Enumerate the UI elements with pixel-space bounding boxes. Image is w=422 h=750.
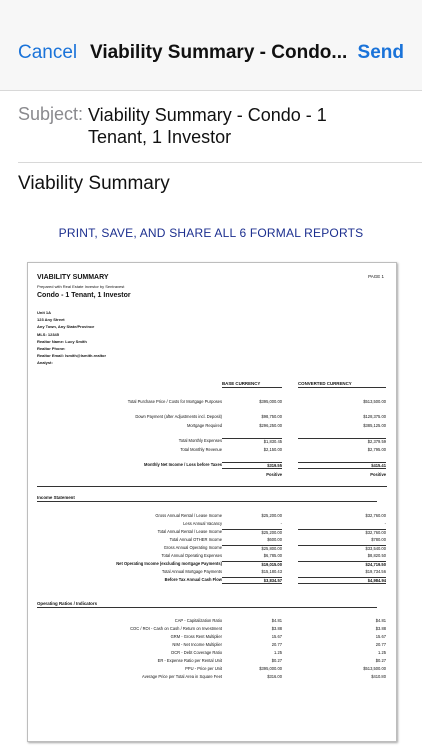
base-value: $600.00 [267, 537, 282, 542]
cancel-button[interactable]: Cancel [18, 42, 78, 63]
operating-ratios-heading: Operating Ratios / Indicators [37, 601, 377, 608]
converted-value: - [384, 521, 386, 526]
row-label: Monthly Net Income / Loss before Taxes [144, 462, 222, 467]
base-value: 15.67 [271, 634, 282, 639]
table-row [28, 561, 396, 568]
promo-text: PRINT, SAVE, AND SHARE ALL 6 FORMAL REPORTS [58, 226, 364, 240]
table-row [28, 438, 396, 445]
converted-value: $2,379.59 [298, 438, 386, 444]
row-label: Less Annual Vacancy [183, 521, 222, 526]
table-row [28, 447, 396, 454]
converted-value: $0.27 [375, 658, 386, 663]
report-preview [27, 262, 397, 742]
table-row [28, 577, 396, 584]
nav-title: Viability Summary - Condo... [90, 42, 348, 63]
base-value: 20.77 [271, 642, 282, 647]
row-label: Total Annual OTHER Income [169, 537, 222, 542]
row-label: Before Tax Annual Cash Flow [164, 577, 222, 582]
base-value: $3.88 [271, 626, 282, 631]
divider [18, 162, 422, 163]
row-label: Average Price per Total Area in Square Feet [142, 674, 222, 679]
base-value: $25,200.00 [222, 529, 282, 535]
base-value: $395,000.00 [259, 399, 282, 404]
row-label: ER - Expense Ratio per Rental Unit [157, 658, 222, 663]
converted-value: $4,984.94 [298, 577, 386, 584]
converted-value: $410.80 [371, 674, 386, 679]
row-label: COC / ROI - Cash on Cash / Return on Investment [130, 626, 222, 631]
row-label: Total Monthly Expenses [178, 438, 222, 443]
converted-value: 15.67 [375, 634, 386, 639]
navigation-bar [0, 0, 422, 91]
base-value: $6,785.00 [263, 553, 282, 558]
base-value: $316.00 [267, 674, 282, 679]
base-value: $25,800.00 [222, 545, 282, 551]
table-row [28, 569, 396, 576]
table-row [28, 658, 396, 665]
converted-value: $19,734.56 [365, 569, 386, 574]
divider [37, 486, 387, 487]
table-row [28, 399, 396, 406]
converted-value: $33,540.00 [298, 545, 386, 551]
row-label: Total Annual Rental / Lease Income [157, 529, 222, 534]
table-row [28, 545, 396, 552]
table-row [28, 462, 396, 469]
converted-currency-header: CONVERTED CURRENCY [298, 381, 386, 388]
row-label: Gross Annual Operating Income [163, 545, 222, 550]
subject-value[interactable]: Viability Summary - Condo - 1 Tenant, 1 Investor [88, 105, 327, 147]
report-subtitle: Condo - 1 Tenant, 1 Investor [37, 292, 131, 299]
converted-value: $8,820.50 [367, 553, 386, 558]
converted-value: Positive [370, 472, 386, 477]
row-label: DCR - Debt Coverage Ratio [171, 650, 222, 655]
base-value: $0.27 [271, 658, 282, 663]
row-label: Total Annual Mortgage Payments [161, 569, 222, 574]
table-row [28, 553, 396, 560]
base-value: $98,750.00 [261, 414, 282, 419]
table-row [28, 472, 396, 479]
base-value: $15,180.43 [261, 569, 282, 574]
converted-value: $513,500.00 [363, 666, 386, 671]
property-info-line: Realtor Phone: [37, 346, 66, 352]
base-value: $395,000.00 [259, 666, 282, 671]
row-label: Net Operating Income (excluding mortgage Payments) [116, 561, 222, 566]
row-label: Total Monthly Revenue [180, 447, 222, 452]
row-label: Total Annual Operating Expenses [161, 553, 222, 558]
base-value: $25,200.00 [261, 513, 282, 518]
property-info-line: Analyst: [37, 360, 53, 366]
table-row [28, 634, 396, 641]
table-row [28, 666, 396, 673]
table-row [28, 626, 396, 633]
converted-value: $128,375.00 [363, 414, 386, 419]
table-row [28, 642, 396, 649]
page-number: PAGE 1 [368, 274, 384, 279]
table-row [28, 529, 396, 536]
row-label: NIM - Net Income Multiplier [172, 642, 222, 647]
table-row [28, 537, 396, 544]
row-label: GRM - Gross Rent Multiplier [170, 634, 222, 639]
base-value: $319.55 [222, 462, 282, 469]
converted-value: $32,760.00 [298, 529, 386, 535]
subject-label: Subject: [18, 104, 84, 124]
table-row [28, 618, 396, 625]
converted-value: $3.88 [375, 626, 386, 631]
report-title: VIABILITY SUMMARY [37, 274, 109, 281]
property-info-line: 123 Any Street [37, 317, 65, 323]
converted-value: 1.25 [378, 650, 386, 655]
base-value: $1,830.45 [222, 438, 282, 444]
base-value: $3,834.57 [222, 577, 282, 584]
converted-value: $4.81 [375, 618, 386, 623]
property-info-line: Any Town, Any State/Province [37, 324, 95, 330]
table-row [28, 414, 396, 421]
base-value: $296,250.00 [259, 423, 282, 428]
property-info-line: Realtor Email: lsmith@lsmith.realtor [37, 353, 107, 359]
send-button[interactable]: Send [357, 42, 404, 63]
base-value: 1.25 [274, 650, 282, 655]
subject-field[interactable] [18, 104, 404, 156]
converted-value: $24,719.50 [298, 561, 386, 567]
prepared-by: Prepared with Real Estate Investor by Sentravest [37, 284, 125, 289]
row-label: Mortgage Required [186, 423, 222, 428]
message-body-title[interactable]: Viability Summary [18, 173, 170, 194]
property-info-line: Unit 1A [37, 310, 51, 315]
row-label: Total Purchase Price / Costs for Mortgage Purposes [127, 399, 222, 404]
converted-value: $32,760.00 [365, 513, 386, 518]
table-row [28, 650, 396, 657]
row-label: Down Payment (after Adjustments incl. Deposit) [135, 414, 222, 419]
row-label: PPU - Price per Unit [185, 666, 222, 671]
base-value: - [280, 521, 282, 526]
base-value: $2,150.00 [263, 447, 282, 452]
converted-value: 20.77 [375, 642, 386, 647]
converted-value: $780.00 [371, 537, 386, 542]
income-statement-heading: Income Statement [37, 495, 377, 502]
base-value: $4.81 [271, 618, 282, 623]
base-currency-header: BASE CURRENCY [222, 381, 282, 388]
table-row [28, 423, 396, 430]
row-label: Gross Annual Rental / Lease Income [155, 513, 222, 518]
row-label: CAP - Capitalization Ratio [174, 618, 222, 623]
table-row [28, 521, 396, 528]
converted-value: $415.41 [298, 462, 386, 469]
table-row [28, 674, 396, 681]
property-info-line: MLS: 12345 [37, 331, 60, 337]
property-info [37, 309, 106, 367]
base-value: Positive [266, 472, 282, 477]
property-info-line: Realtor Name: Lucy Smith [37, 338, 87, 344]
table-row [28, 513, 396, 520]
converted-value: $385,125.00 [363, 423, 386, 428]
converted-value: $2,795.00 [367, 447, 386, 452]
converted-value: $513,500.00 [363, 399, 386, 404]
base-value: $19,015.00 [222, 561, 282, 567]
